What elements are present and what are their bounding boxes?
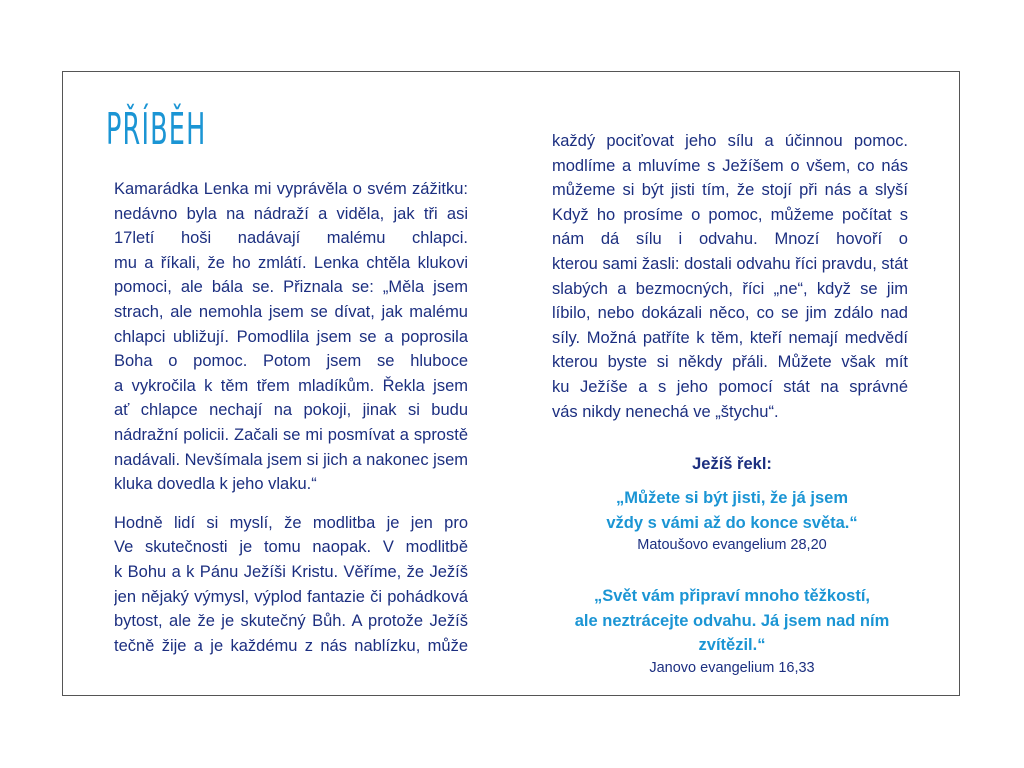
text-line: modlíme a mluvíme s Ježíšem o všem, co nás <box>552 156 908 175</box>
text-line: pomoci, ale bála se. Přiznala se: „Měla jsem <box>114 278 468 297</box>
text-line: strach, ale nemohla jsem se dívat, jak malému <box>114 302 468 321</box>
text-line: chlapci ubližují. Pomodlila jsem se a poprosila <box>114 327 468 346</box>
text-line: bytost, ale že je skutečný Bůh. A protože Ježíš <box>114 612 468 631</box>
quote-line: „Svět vám připraví mnoho těžkostí, <box>594 587 870 605</box>
text-line: mu a říkali, že ho zmlátí. Lenka chtěla klukovi <box>114 253 468 272</box>
text-line: tečně žije a je každému z nás nablízku, může <box>114 636 468 655</box>
text-line: můžeme si být jisti tím, že stojí při nás a slyší <box>552 181 908 200</box>
text-line: nadávali. Nevšímala jsem si jich a nakonec jsem <box>114 450 468 469</box>
paragraph-gap <box>114 497 468 511</box>
text-line: Ve skutečnosti je tomu naopak. V modlitbě <box>114 538 468 557</box>
text-line: každý pociťovat jeho sílu a účinnou pomoc. <box>552 132 908 150</box>
text-line: nedávno byla na nádraží a viděla, jak tři asi <box>114 204 468 223</box>
quote-line: „Můžete si být jisti, že já jsem <box>616 489 848 507</box>
right-column <box>552 129 908 424</box>
quote-reference: Janovo evangelium 16,33 <box>649 659 815 676</box>
text-line: Když ho prosíme o pomoc, můžeme počítat s <box>552 205 908 224</box>
text-line: Hodně lidí si myslí, že modlitba je jen pro <box>114 513 468 532</box>
text-line: síly. Možná patříte k těm, kteří nemají medvědí <box>552 328 908 347</box>
text-line: nádražní policii. Začali se mi posmívat a sprostě <box>114 425 468 444</box>
quote-line: ale neztrácejte odvahu. Já jsem nad ním zvítězil.“ <box>574 611 890 655</box>
text-line: jen nějaký výmysl, výplod fantazie či pohádková <box>114 587 468 606</box>
text-line: k Bohu a k Pánu Ježíši Kristu. Věříme, že Ježíš <box>114 562 468 581</box>
text-line: kluka dovedla k jeho vlaku.“ <box>114 475 317 494</box>
text-line: Boha o pomoc. Potom jsem se hluboce <box>114 352 468 371</box>
text-line: 17letí hoši nadávají malému chlapci. <box>114 229 468 248</box>
quote-heading: Ježíš řekl: <box>692 455 772 473</box>
text-line: ku Ježíše a s jeho pomocí stát na správné <box>552 377 908 396</box>
text-line: a vykročila k těm třem mladíkům. Řekla jsem <box>114 376 468 395</box>
page-title: PŘÍBĚH <box>106 104 207 155</box>
text-line: kterou sami žasli: dostali odvahu říci pravdu, stát <box>552 254 908 273</box>
quote-reference: Matoušovo evangelium 28,20 <box>637 537 827 554</box>
text-line: líbilo, nebo dokázali něco, co se jim zdálo nad <box>552 304 908 323</box>
text-line: vás nikdy nenechá ve „štychu“. <box>552 402 779 421</box>
text-line: slabých a bezmocných, říci „ne“, když se jim <box>552 279 908 298</box>
left-column <box>114 177 468 658</box>
prayer-paragraph <box>114 511 468 659</box>
text-line: kterou byste si někdy přáli. Můžete však mít <box>552 353 908 372</box>
story-paragraph <box>114 177 468 497</box>
text-line: Kamarádka Lenka mi vyprávěla o svém zážitku: <box>114 180 468 198</box>
bible-quote-1 <box>540 486 924 555</box>
text-line: nám dá sílu i odvahu. Mnozí hovoří o <box>552 230 908 249</box>
bible-quote-2 <box>540 584 924 678</box>
text-line: ať chlapce nechají na pokoji, jinak si budu <box>114 401 468 420</box>
quote-line: vždy s vámi až do konce světa.“ <box>606 513 858 532</box>
